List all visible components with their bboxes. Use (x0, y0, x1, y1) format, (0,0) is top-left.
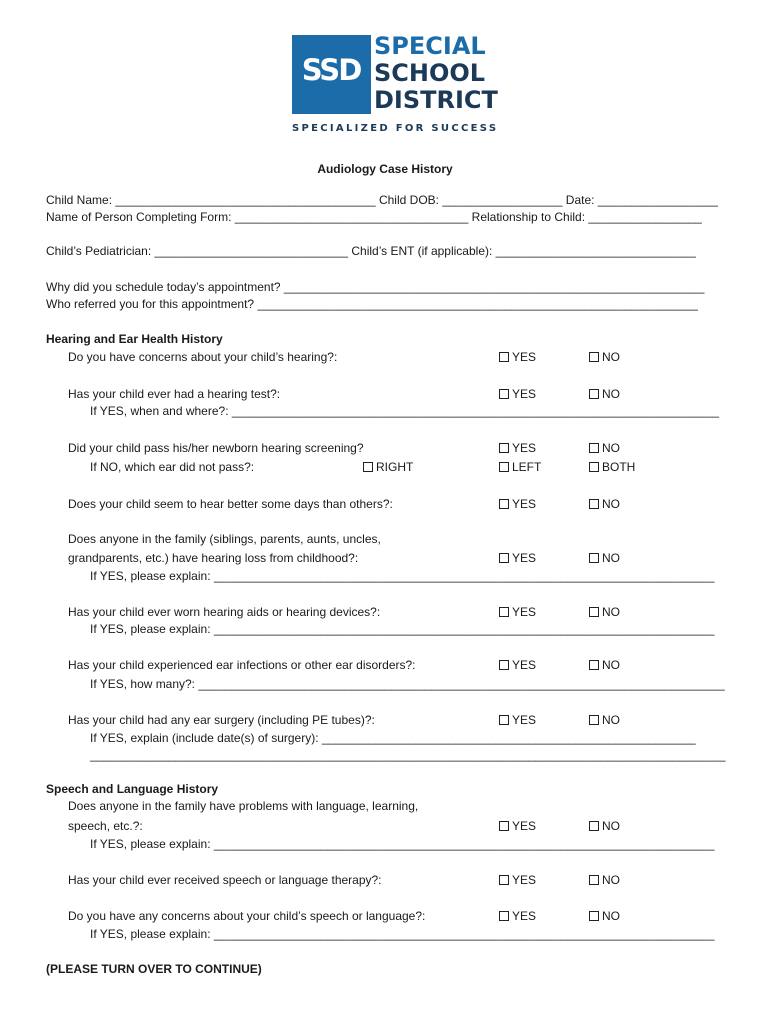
hearing-q1-no[interactable]: NO (589, 350, 620, 364)
checkbox-icon (499, 875, 509, 885)
turn-over-note: (PLEASE TURN OVER TO CONTINUE) (46, 962, 262, 976)
ear-both-option[interactable]: BOTH (589, 460, 635, 474)
logo-tagline: SPECIALIZED FOR SUCCESS (292, 123, 499, 134)
hearing-q5-yes[interactable]: YES (499, 551, 536, 565)
hearing-q6-followup[interactable]: If YES, please explain: ___________________________________________________________________________ (90, 622, 715, 636)
hearing-q8-yes[interactable]: YES (499, 713, 536, 727)
speech-q1-followup[interactable]: If YES, please explain: ___________________________________________________________________________ (90, 837, 715, 851)
hearing-q4-yes[interactable]: YES (499, 497, 536, 511)
checkbox-icon (589, 499, 599, 509)
speech-q1-label-line2: speech, etc.?: (68, 819, 143, 833)
speech-q2-label: Has your child ever received speech or language therapy?: (68, 873, 382, 887)
hearing-q2-no[interactable]: NO (589, 387, 620, 401)
speech-q3-label: Do you have any concerns about your child’s speech or language?: (68, 909, 426, 923)
hearing-q4-label: Does your child seem to hear better some days than others?: (68, 497, 393, 511)
referral-line[interactable]: Who referred you for this appointment? __________________________________________________________________ (46, 297, 698, 311)
ssd-logo (292, 32, 522, 136)
checkbox-icon (499, 607, 509, 617)
checkbox-icon (499, 352, 509, 362)
hearing-q7-no[interactable]: NO (589, 658, 620, 672)
hearing-q5-label-line2: grandparents, etc.) have hearing loss from childhood?: (68, 551, 359, 565)
checkbox-icon (589, 911, 599, 921)
hearing-q1-yes[interactable]: YES (499, 350, 536, 364)
child-info-line[interactable]: Child Name: _______________________________________ Child DOB: __________________ Date: __________________ (46, 193, 718, 207)
hearing-section-heading: Hearing and Ear Health History (46, 332, 223, 346)
checkbox-icon (499, 660, 509, 670)
checkbox-icon (499, 499, 509, 509)
hearing-q8-followup[interactable]: If YES, explain (include date(s) of surgery): ________________________________________________________ (90, 731, 696, 745)
hearing-q4-no[interactable]: NO (589, 497, 620, 511)
speech-q3-yes[interactable]: YES (499, 909, 536, 923)
hearing-q3-yes[interactable]: YES (499, 441, 536, 455)
hearing-q1-label: Do you have concerns about your child’s hearing?: (68, 350, 338, 364)
checkbox-icon (589, 660, 599, 670)
checkbox-icon (589, 389, 599, 399)
logo-line-district: DISTRICT (374, 86, 498, 114)
speech-section-heading: Speech and Language History (46, 782, 219, 796)
hearing-q3-label: Did your child pass his/her newborn hearing screening? (68, 441, 364, 455)
checkbox-icon (589, 715, 599, 725)
hearing-q3-no[interactable]: NO (589, 441, 620, 455)
checkbox-icon (589, 352, 599, 362)
appointment-reason-line[interactable]: Why did you schedule today’s appointment? _______________________________________________________________ (46, 280, 705, 294)
speech-q1-yes[interactable]: YES (499, 819, 536, 833)
hearing-q8-followup-line2[interactable]: _________________________________________________________________________________________________ (90, 748, 726, 762)
hearing-q3-followup: If NO, which ear did not pass?: (90, 460, 255, 474)
hearing-q7-label: Has your child experienced ear infections or other ear disorders?: (68, 658, 416, 672)
ear-left-option[interactable]: LEFT (499, 460, 541, 474)
checkbox-icon (499, 462, 509, 472)
hearing-q8-no[interactable]: NO (589, 713, 620, 727)
person-completing-line[interactable]: Name of Person Completing Form: ___________________________________ Relationship to Child: _________________ (46, 210, 702, 224)
speech-q2-no[interactable]: NO (589, 873, 620, 887)
hearing-q5-no[interactable]: NO (589, 551, 620, 565)
speech-q3-no[interactable]: NO (589, 909, 620, 923)
hearing-q7-yes[interactable]: YES (499, 658, 536, 672)
logo-mark (292, 35, 371, 114)
ear-right-option[interactable]: RIGHT (363, 460, 413, 474)
checkbox-icon (589, 875, 599, 885)
hearing-q8-label: Has your child had any ear surgery (including PE tubes)?: (68, 713, 375, 727)
checkbox-icon (499, 389, 509, 399)
checkbox-icon (499, 443, 509, 453)
checkbox-icon (363, 462, 373, 472)
checkbox-icon (589, 443, 599, 453)
checkbox-icon (589, 553, 599, 563)
hearing-q6-label: Has your child ever worn hearing aids or hearing devices?: (68, 605, 381, 619)
checkbox-icon (499, 911, 509, 921)
speech-q3-followup[interactable]: If YES, please explain: ___________________________________________________________________________ (90, 927, 715, 941)
checkbox-icon (589, 821, 599, 831)
logo-line-special: SPECIAL (374, 32, 486, 60)
hearing-q2-followup[interactable]: If YES, when and where?: _________________________________________________________________________ (90, 404, 720, 418)
hearing-q6-no[interactable]: NO (589, 605, 620, 619)
speech-q2-yes[interactable]: YES (499, 873, 536, 887)
logo-line-school: SCHOOL (374, 59, 486, 87)
hearing-q2-yes[interactable]: YES (499, 387, 536, 401)
hearing-q7-followup[interactable]: If YES, how many?: _______________________________________________________________________________ (90, 677, 725, 691)
pediatrician-line[interactable]: Child’s Pediatrician: _____________________________ Child’s ENT (if applicable): ______________________________ (46, 244, 696, 258)
checkbox-icon (589, 462, 599, 472)
hearing-q5-followup[interactable]: If YES, please explain: ___________________________________________________________________________ (90, 569, 715, 583)
checkbox-icon (589, 607, 599, 617)
form-title: Audiology Case History (317, 162, 453, 176)
checkbox-icon (499, 553, 509, 563)
hearing-q6-yes[interactable]: YES (499, 605, 536, 619)
hearing-q5-label-line1: Does anyone in the family (siblings, parents, aunts, uncles, (68, 532, 381, 546)
logo-mark-text: SSD (301, 53, 361, 87)
speech-q1-label-line1: Does anyone in the family have problems with language, learning, (68, 799, 419, 813)
speech-q1-no[interactable]: NO (589, 819, 620, 833)
hearing-q2-label: Has your child ever had a hearing test?: (68, 387, 281, 401)
checkbox-icon (499, 821, 509, 831)
checkbox-icon (499, 715, 509, 725)
